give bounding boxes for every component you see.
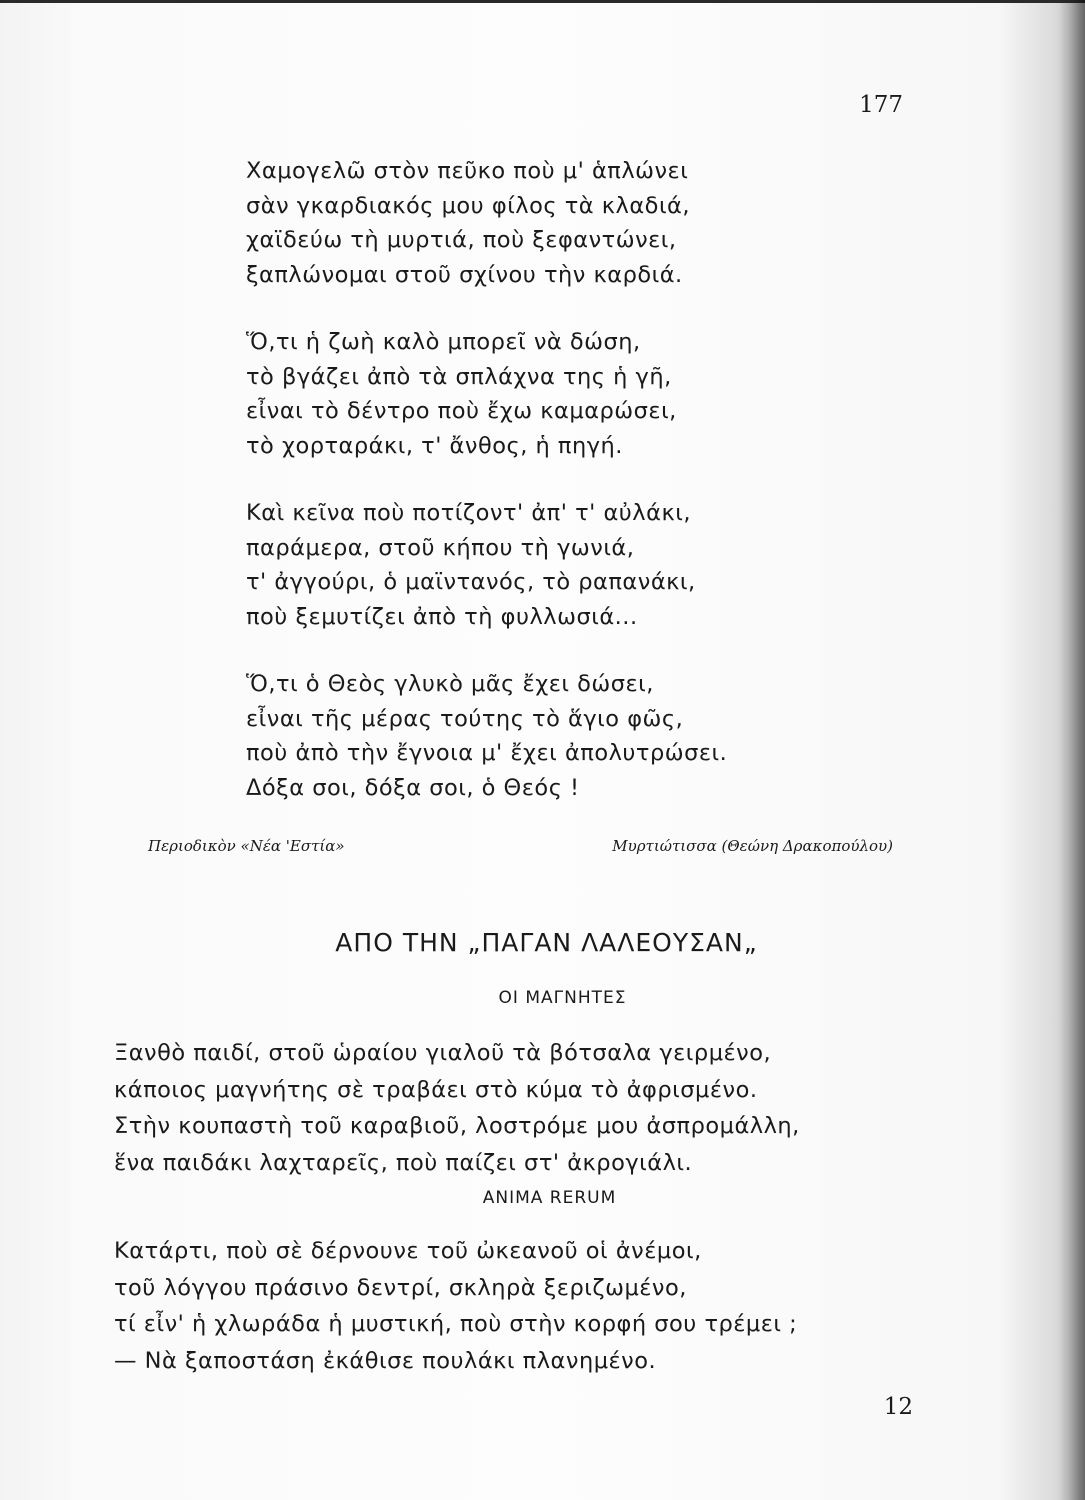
stanza [246,496,886,634]
sonnet-line: Στὴν κουπαστὴ τοῦ καραβιοῦ, λοστρόμε μου ἀσπρομάλλη, [114,1113,800,1139]
poem-line: ποὺ ἀπὸ τὴν ἔγνοια μ' ἔχει ἀπολυτρώσει. [246,740,728,766]
poem-line: Ὅ,τι ἡ ζωὴ καλὸ μπορεῖ νὰ δώση, [246,329,641,355]
stanza [246,325,886,463]
sonnet-line: — Νὰ ξαποστάση ἐκάθισε πουλάκι πλανημένο. [114,1347,657,1374]
sonnet-line: τοῦ λόγγου πράσινο δεντρί, σκληρὰ ξεριζωμένο, [114,1274,687,1301]
signature-number: 12 [883,1394,913,1420]
poem-line: τὸ χορταράκι, τ' ἄνθος, ἡ πηγή. [246,432,623,459]
sonnet-line: τί εἶν' ἡ χλωράδα ἡ μυστική, ποὺ στὴν κορφή σου τρέμει ; [114,1311,798,1337]
poem-line: εἶναι τὸ δέντρο ποὺ ἔχω καμαρώσει, [246,398,677,424]
poem-line: Δόξα σοι, δόξα σοι, ὁ Θεός ! [246,774,580,801]
poem-line: ξαπλώνομαι στοῦ σχίνου τὴν καρδιά. [246,261,683,288]
author-credit: Μυρτιώτισσα (Θεώνη Δρακοπούλου) [612,837,893,855]
sonnet-line: ἕνα παιδάκι λαχταρεῖς, ποὺ παίζει στ' ἀκρογιάλι. [114,1149,693,1176]
poem-line: Ὅ,τι ὁ Θεὸς γλυκὸ μᾶς ἔχει δώσει, [246,671,654,697]
sonnet [114,1233,894,1379]
stanza [246,667,886,805]
sonnet-line: Κατάρτι, ποὺ σὲ δέρνουνε τοῦ ὠκεανοῦ οἱ ἀνέμοι, [114,1238,702,1264]
sonnet-line: Ξανθὸ παιδί, στοῦ ὡραίου γιαλοῦ τὰ βότσαλα γειρμένο, [114,1040,772,1066]
section-title: ΑΠΟ ΤΗΝ „ΠΑΓΑΝ ΛΑΛΕΟΥΣΑΝ„ [335,928,758,957]
poem-line: Χαμογελῶ στὸν πεῦκο ποὺ μ' ἁπλώνει [246,158,689,184]
sonnet-line: κάποιος μαγνήτης σὲ τραβάει στὸ κύμα τὸ ἀφρισμένο. [114,1076,758,1103]
poem-line: παράμερα, στοῦ κήπου τὴ γωνιά, [246,534,635,561]
poem-line: χαϊδεύω τὴ μυρτιά, ποὺ ξεφαντώνει, [246,227,677,253]
poem [246,154,886,838]
poem-line: ποὺ ξεμυτίζει ἀπὸ τὴ φυλλωσιά... [246,603,638,630]
poem-line: τ' ἀγγούρι, ὁ μαϊντανός, τὸ ραπανάκι, [246,569,696,595]
source-credit: Περιοδικὸν «Νέα 'Εστία» [148,837,345,855]
sonnet-title: ANIMA RERUM [482,1188,617,1208]
poem-line: Καὶ κεῖνα ποὺ ποτίζοντ' ἀπ' τ' αὐλάκι, [246,500,691,526]
poem-line: εἶναι τῆς μέρας τούτης τὸ ἅγιο φῶς, [246,705,684,732]
page-number: 177 [859,92,903,118]
sonnet [114,1035,894,1181]
poem-line: τὸ βγάζει ἀπὸ τὰ σπλάχνα της ἡ γῆ, [246,363,672,390]
sonnet-title: ΟΙ ΜΑΓΝΗΤΕΣ [498,988,627,1008]
stanza [246,154,886,292]
page-top-edge [0,0,1085,3]
page-binding-shadow [1059,0,1085,1500]
poem-line: σὰν γκαρδιακός μου φίλος τὰ κλαδιά, [246,192,691,219]
